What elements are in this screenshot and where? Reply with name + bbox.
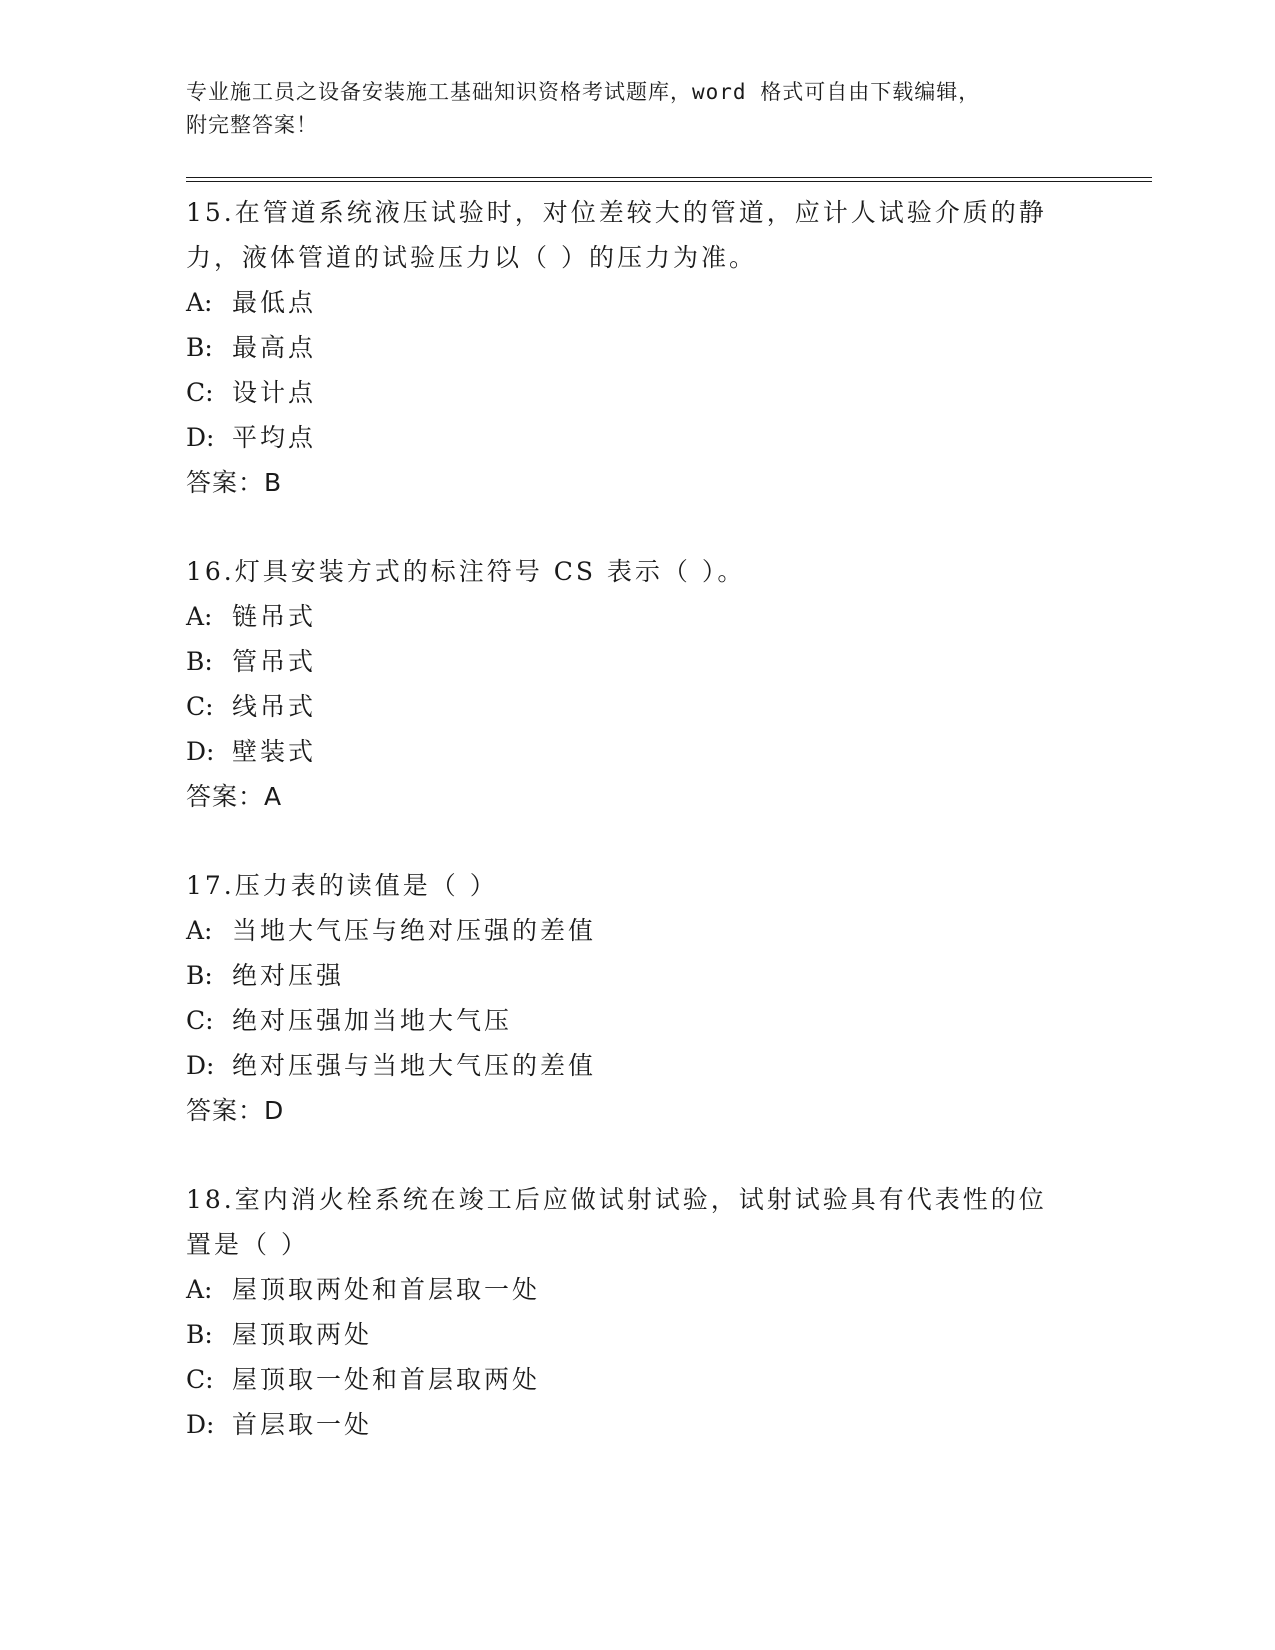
option-text: 绝对压强与当地大气压的差值 — [232, 1051, 597, 1080]
option-d — [186, 1402, 1086, 1447]
header-double-rule — [186, 177, 1152, 182]
question-18 — [186, 1177, 1086, 1447]
question-stem-line: 置是（ ） — [186, 1230, 309, 1259]
option-a — [186, 908, 1086, 953]
option-text: 绝对压强 — [232, 961, 345, 990]
option-key: C: — [186, 692, 214, 721]
question-stem-line: 17.压力表的读值是（ ） — [186, 871, 498, 900]
option-d — [186, 729, 1086, 774]
document-header — [186, 76, 1066, 142]
header-line-2: 附完整答案！ — [186, 113, 318, 137]
option-c — [186, 370, 1086, 415]
option-key: D: — [186, 737, 215, 766]
option-c — [186, 1357, 1086, 1402]
option-text: 最低点 — [232, 288, 317, 317]
option-c — [186, 684, 1086, 729]
option-text: 链吊式 — [232, 602, 317, 631]
option-text: 平均点 — [232, 423, 317, 452]
option-c — [186, 998, 1086, 1043]
option-text: 屋顶取一处和首层取两处 — [232, 1365, 541, 1394]
option-b — [186, 639, 1086, 684]
option-a — [186, 1267, 1086, 1312]
option-text: 设计点 — [232, 378, 317, 407]
option-d — [186, 1043, 1086, 1088]
option-key: B: — [186, 647, 213, 676]
question-stem-line: 18.室内消火栓系统在竣工后应做试射试验，试射试验具有代表性的位 — [186, 1185, 1047, 1214]
option-key: D: — [186, 1410, 215, 1439]
question-stem-line: 力，液体管道的试验压力以（ ）的压力为准。 — [186, 243, 757, 272]
answer-line: 答案：D — [186, 1096, 285, 1125]
header-line-1: 专业施工员之设备安装施工基础知识资格考试题库，word 格式可自由下载编辑， — [186, 80, 981, 104]
option-a — [186, 280, 1086, 325]
option-key: D: — [186, 423, 215, 452]
question-16 — [186, 549, 1086, 819]
question-17 — [186, 863, 1086, 1133]
option-a — [186, 594, 1086, 639]
option-text: 管吊式 — [232, 647, 317, 676]
question-stem-line: 15.在管道系统液压试验时，对位差较大的管道，应计人试验介质的静 — [186, 198, 1047, 227]
option-text: 当地大气压与绝对压强的差值 — [232, 916, 597, 945]
option-text: 绝对压强加当地大气压 — [232, 1006, 513, 1035]
option-b — [186, 325, 1086, 370]
option-text: 屋顶取两处 — [232, 1320, 373, 1349]
answer-line: 答案：A — [186, 782, 283, 811]
answer-line: 答案：B — [186, 468, 283, 497]
option-key: D: — [186, 1051, 215, 1080]
option-key: C: — [186, 1006, 214, 1035]
option-d — [186, 415, 1086, 460]
option-b — [186, 953, 1086, 998]
option-key: A: — [186, 288, 213, 317]
option-text: 屋顶取两处和首层取一处 — [232, 1275, 541, 1304]
option-key: B: — [186, 961, 213, 990]
option-key: C: — [186, 1365, 214, 1394]
question-list — [186, 190, 1086, 1491]
option-key: B: — [186, 1320, 213, 1349]
option-text: 最高点 — [232, 333, 317, 362]
option-key: A: — [186, 1275, 213, 1304]
option-text: 壁装式 — [232, 737, 317, 766]
option-key: B: — [186, 333, 213, 362]
option-key: A: — [186, 602, 213, 631]
option-key: A: — [186, 916, 213, 945]
option-key: C: — [186, 378, 214, 407]
question-stem-line: 16.灯具安装方式的标注符号 CS 表示（ ）。 — [186, 557, 746, 586]
option-text: 首层取一处 — [232, 1410, 373, 1439]
question-15 — [186, 190, 1086, 505]
option-text: 线吊式 — [232, 692, 317, 721]
option-b — [186, 1312, 1086, 1357]
